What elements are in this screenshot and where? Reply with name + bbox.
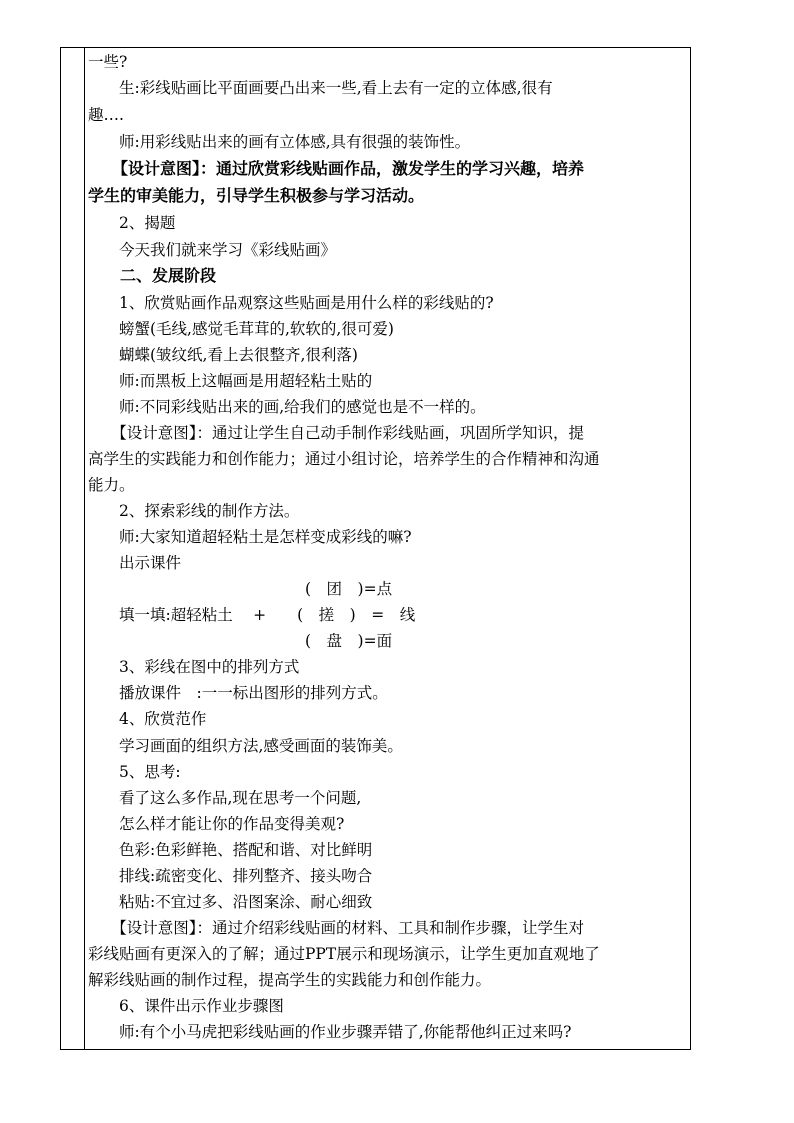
fill-in-row: ( 团 )=点: [88, 580, 393, 598]
text-line: 色彩:色彩鲜艳、搭配和谐、对比鲜明: [88, 841, 373, 859]
design-intent-text: 学生的审美能力，引导学生积极参与学习活动。: [88, 186, 425, 205]
table-column-divider: [84, 47, 85, 1050]
text-line: 排线:疏密变化、排列整齐、接头吻合: [88, 867, 373, 885]
text-line: 生:彩线贴画比平面画要凸出来一些,看上去有一定的立体感,很有: [88, 79, 553, 97]
design-intent-heading: 【设计意图】：通过介绍彩线贴画的材料、工具和制作步骤，让学生对: [88, 919, 585, 937]
design-intent-text: 解彩线贴画的制作过程，提高学生的实践能力和创作能力。: [88, 971, 492, 989]
text-line: 师:而黑板上这幅画是用超轻粘土贴的: [88, 372, 373, 390]
section-heading: 二、发展阶段: [88, 266, 217, 285]
fill-in-row: 填一填:超轻粘土 + ( 搓 ) = 线: [88, 606, 416, 624]
text-line: 出示课件: [88, 554, 182, 572]
section-item: 5、思考:: [88, 763, 181, 781]
text-line: 怎么样才能让你的作品变得美观?: [88, 815, 345, 833]
text-line: 趣….: [88, 106, 124, 124]
text-line: 师:用彩线贴出来的画有立体感,具有很强的装饰性。: [88, 133, 471, 151]
section-item: 3、彩线在图中的排列方式: [88, 658, 300, 676]
text-line: 蝴蝶(皱纹纸,看上去很整齐,很利落): [88, 346, 358, 364]
text-line: 看了这么多作品,现在思考一个问题,: [88, 789, 362, 807]
text-line: 粘贴:不宜过多、沿图案涂、耐心细致: [88, 893, 373, 911]
section-item: 1、欣赏贴画作品观察这些贴画是用什么样的彩线贴的?: [88, 294, 494, 312]
text-line: 师:不同彩线贴出来的画,给我们的感觉也是不一样的。: [88, 398, 486, 416]
fill-in-row: ( 盘 )=面: [88, 632, 393, 650]
design-intent-text: 彩线贴画有更深入的了解；通过PPT展示和现场演示，让学生更加直观地了: [88, 945, 600, 963]
design-intent-text: 高学生的实践能力和创作能力；通过小组讨论，培养学生的合作精神和沟通: [88, 450, 600, 468]
section-item: 6、课件出示作业步骤图: [88, 997, 284, 1015]
text-line: 今天我们就来学习《彩线贴画》: [88, 241, 337, 259]
text-line: 师:大家知道超轻粘土是怎样变成彩线的嘛?: [88, 528, 412, 546]
section-item: 2、探索彩线的制作方法。: [88, 502, 300, 520]
text-line: 螃蟹(毛线,感觉毛茸茸的,软软的,很可爱): [88, 320, 394, 338]
text-line: 播放课件 :一一标出图形的排列方式。: [88, 684, 388, 702]
design-intent-text: 能力。: [88, 476, 135, 494]
text-line: 学习画面的组织方法,感受画面的装饰美。: [88, 737, 403, 755]
text-line: 师:有个小马虎把彩线贴画的作业步骤弄错了,你能帮他纠正过来吗?: [88, 1023, 572, 1041]
design-intent-heading: 【设计意图】：通过让学生自己动手制作彩线贴画，巩固所学知识，提: [88, 424, 585, 442]
text-line: 一些?: [88, 53, 128, 71]
design-intent-heading: 【设计意图】：通过欣赏彩线贴画作品，激发学生的学习兴趣，培养: [88, 159, 585, 178]
section-item: 4、欣赏范作: [88, 710, 207, 728]
section-item: 2、揭题: [88, 214, 176, 232]
